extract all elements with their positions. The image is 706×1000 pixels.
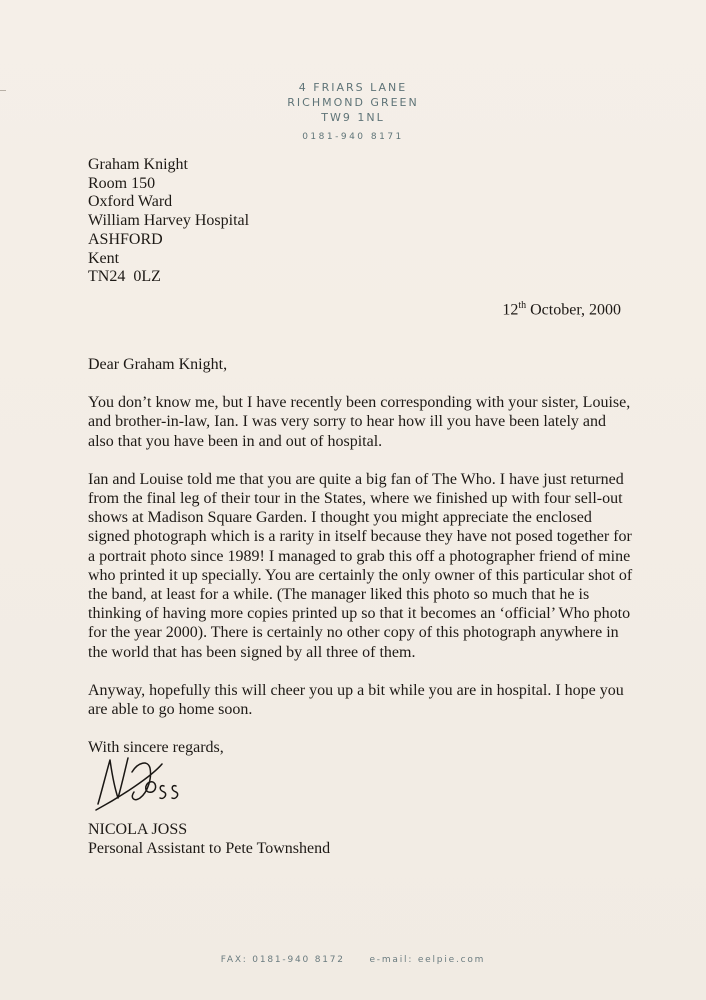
recipient-town: ASHFORD [88, 230, 163, 248]
recipient-name: Graham Knight [88, 156, 188, 173]
paragraph: Anyway, hopefully this will cheer you up a bit while you are in hospital. I hope you are able to go home soon. [88, 681, 624, 719]
recipient-ward: Oxford Ward [88, 193, 173, 211]
letter-date [502, 300, 621, 319]
letterhead-postcode: TW9 1NL [321, 111, 385, 124]
letterhead-street: 4 FRIARS LANE [298, 81, 408, 94]
letter-footer [0, 955, 706, 965]
closing: With sincere regards, [88, 739, 224, 757]
signatory-title: Personal Assistant to Pete Townshend [88, 840, 331, 857]
signatory-name: NICOLA JOSS [88, 821, 188, 838]
recipient-hospital: William Harvey Hospital [88, 212, 250, 230]
footer-email: e-mail: eelpie.com [369, 955, 486, 965]
signatory-block [88, 820, 330, 858]
date-month-year: October, 2000 [526, 301, 621, 319]
letterhead-area: RICHMOND GREEN [287, 96, 419, 109]
signature [92, 752, 222, 816]
recipient-address [88, 156, 249, 287]
salutation: Dear Graham Knight, [88, 356, 228, 373]
letter-body [88, 355, 633, 776]
recipient-room: Room 150 [88, 174, 156, 192]
date-day: 12 [502, 301, 519, 319]
letterhead-phone: 0181-940 8171 [302, 132, 404, 142]
recipient-postcode: TN24 0LZ [88, 268, 161, 286]
date-suffix: th [518, 300, 527, 311]
paragraph: Ian and Louise told me that you are quite a big fan of The Who. I have just returned from the final leg of their tour in the States, where we finished up with four sell-out shows at Madison Square Garden. I thought you might appreciate the enclosed signed photograph which is a rarity in itself because they have not posed together for a portrait photo since 1989! I managed to grab this off a photographer friend of mine who printed it up specially. You are certainly the only owner of this particular shot of the band, at least for a while. (The manager liked this photo so much that he is thinking of having more copies printed up so that it becomes an ‘official’ Who photo for the year 2000). There is certainly no other copy of this photograph anywhere in the world that has been signed by all three of them. [88, 470, 633, 661]
recipient-county: Kent [88, 249, 120, 267]
letterhead [0, 80, 706, 145]
paragraph: You don’t know me, but I have recently been corresponding with your sister, Louise, and brother-in-law, Ian. I was very sorry to hear how ill you have been lately and also that you have been in and out of hospital. [88, 394, 631, 450]
footer-fax: FAX: 0181-940 8172 [220, 955, 345, 965]
